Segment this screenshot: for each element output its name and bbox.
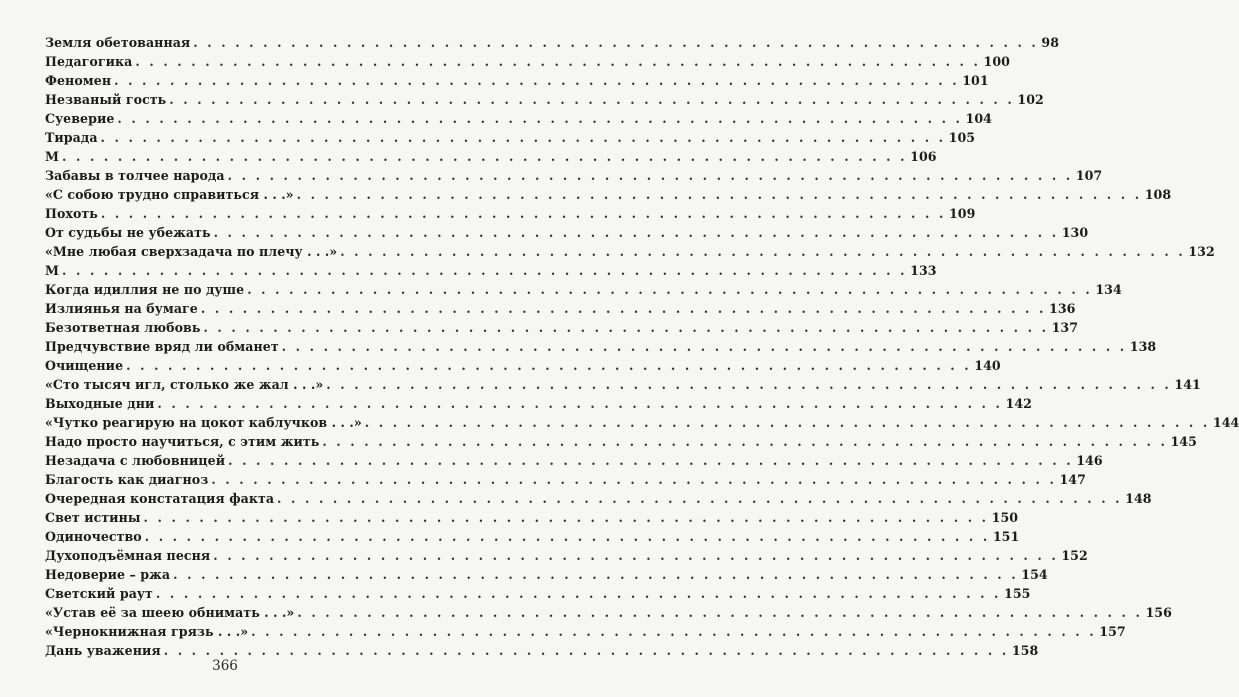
toc-entry (45, 52, 1010, 71)
toc-entry (45, 337, 1157, 356)
toc-entry-title: «Мне любая сверхзадача по плечу . . .» (45, 244, 338, 259)
toc-entry-title: «Сто тысяч игл, столько же жал . . .» (45, 377, 324, 392)
toc-entry (45, 451, 1103, 470)
toc-dot-leader: . . . . . . . . . . . . . . . . . . . . . . . . . . . . . . . . . . . . . . . . . . . . . . . . . . . . . . . . . . . . . (297, 605, 1143, 620)
toc-entry (45, 128, 976, 147)
toc-dot-leader: . . . . . . . . . . . . . . . . . . . . . . . . . . . . . . . . . . . . . . . . . . . . . . . . . . . . . . . . . . . . . (114, 73, 960, 88)
toc-dot-leader: . . . . . . . . . . . . . . . . . . . . . . . . . . . . . . . . . . . . . . . . . . . . . . . . . . . . . . . . . . . . . (117, 111, 963, 126)
toc-entry (45, 242, 1215, 261)
toc-entry-title: «Чернокнижная грязь . . .» (45, 624, 249, 639)
toc-dot-leader: . . . . . . . . . . . . . . . . . . . . . . . . . . . . . . . . . . . . . . . . . . . . . . . . . . . . . . . . . . . . . (211, 472, 1057, 487)
toc-entry (45, 584, 1031, 603)
toc-entry-page: 142 (1005, 396, 1032, 411)
toc-entry (45, 470, 1086, 489)
toc-entry-page: 98 (1041, 35, 1060, 50)
toc-entry-title: М (45, 149, 59, 164)
toc-dot-leader: . . . . . . . . . . . . . . . . . . . . . . . . . . . . . . . . . . . . . . . . . . . . . . . . . . . . . . . . . . . . . (62, 263, 908, 278)
toc-entry-page: 133 (910, 263, 937, 278)
toc-entry-title: «С собою трудно справиться . . .» (45, 187, 294, 202)
toc-entry-title: Педагогика (45, 54, 133, 69)
toc-entry-title: Предчувствие вряд ли обманет (45, 339, 279, 354)
toc-entry-page: 137 (1051, 320, 1079, 335)
toc-dot-leader: . . . . . . . . . . . . . . . . . . . . . . . . . . . . . . . . . . . . . . . . . . . . . . . . . . . . . . . . . . . . . (281, 339, 1127, 354)
toc-entry (45, 394, 1032, 413)
toc-dot-leader: . . . . . . . . . . . . . . . . . . . . . . . . . . . . . . . . . . . . . . . . . . . . . . . . . . . . . . . . . . . . . (251, 624, 1097, 639)
toc-entry (45, 622, 1126, 641)
toc-entry-page: 100 (983, 54, 1010, 69)
toc-entry (45, 33, 1060, 52)
toc-entry-page: 150 (991, 510, 1019, 525)
toc-entry (45, 375, 1201, 394)
toc-dot-leader: . . . . . . . . . . . . . . . . . . . . . . . . . . . . . . . . . . . . . . . . . . . . . . . . . . . . . . . . . . . . . (126, 358, 972, 373)
toc-dot-leader: . . . . . . . . . . . . . . . . . . . . . . . . . . . . . . . . . . . . . . . . . . . . . . . . . . . . . . . . . . . . . (213, 225, 1059, 240)
toc-entry-page: 101 (962, 73, 989, 88)
toc-entry-title: Безответная любовь (45, 320, 201, 335)
toc-dot-leader: . . . . . . . . . . . . . . . . . . . . . . . . . . . . . . . . . . . . . . . . . . . . . . . . . . . . . . . . . . . . . (143, 510, 989, 525)
toc-entry (45, 508, 1019, 527)
toc-entry-page: 148 (1125, 491, 1152, 506)
toc-entry-title: Земля обетованная (45, 35, 191, 50)
toc-entry-title: Духоподъёмная песня (45, 548, 211, 563)
toc-entry-title: Суеверие (45, 111, 115, 126)
toc-entry (45, 204, 976, 223)
toc-entry (45, 299, 1076, 318)
toc-dot-leader: . . . . . . . . . . . . . . . . . . . . . . . . . . . . . . . . . . . . . . . . . . . . . . . . . . . . . . . . . . . . . (364, 415, 1210, 430)
toc-dot-leader: . . . . . . . . . . . . . . . . . . . . . . . . . . . . . . . . . . . . . . . . . . . . . . . . . . . . . . . . . . . . . (340, 244, 1186, 259)
toc-entry-page: 156 (1145, 605, 1172, 620)
toc-entry-page: 109 (948, 206, 976, 221)
toc-entry-title: Похоть (45, 206, 98, 221)
toc-entry-title: «Чутко реагирую на цокот каблучков . . .» (45, 415, 362, 430)
toc-entry-title: Очередная констатация факта (45, 491, 275, 506)
toc-entry (45, 71, 989, 90)
toc-dot-leader: . . . . . . . . . . . . . . . . . . . . . . . . . . . . . . . . . . . . . . . . . . . . . . . . . . . . . . . . . . . . . (169, 92, 1015, 107)
toc-entry (45, 527, 1020, 546)
toc-entry (45, 565, 1048, 584)
toc-entry-page: 136 (1049, 301, 1076, 316)
toc-entry-page: 147 (1059, 472, 1086, 487)
toc-dot-leader: . . . . . . . . . . . . . . . . . . . . . . . . . . . . . . . . . . . . . . . . . . . . . . . . . . . . . . . . . . . . . (227, 168, 1073, 183)
toc-entry-page: 134 (1095, 282, 1122, 297)
toc-entry-title: Когда идиллия не по душе (45, 282, 245, 297)
toc-entry-page: 107 (1075, 168, 1103, 183)
toc-entry-title: Незадача с любовницей (45, 453, 226, 468)
toc-entry-title: Свет истины (45, 510, 141, 525)
toc-entry-title: От судьбы не убежать (45, 225, 211, 240)
toc-entry-page: 102 (1017, 92, 1044, 107)
toc-entry (45, 166, 1103, 185)
toc-entry-title: М (45, 263, 59, 278)
toc-entry-page: 140 (974, 358, 1001, 373)
toc-entry (45, 147, 937, 166)
toc-dot-leader: . . . . . . . . . . . . . . . . . . . . . . . . . . . . . . . . . . . . . . . . . . . . . . . . . . . . . . . . . . . . . (200, 301, 1046, 316)
toc-entry (45, 489, 1152, 508)
toc-dot-leader: . . . . . . . . . . . . . . . . . . . . . . . . . . . . . . . . . . . . . . . . . . . . . . . . . . . . . . . . . . . . . (62, 149, 908, 164)
toc-entry-page: 106 (910, 149, 937, 164)
page-number: 366 (212, 658, 238, 674)
toc-entry-page: 158 (1011, 643, 1039, 658)
toc-entry (45, 318, 1079, 337)
toc-entry-page: 146 (1076, 453, 1103, 468)
toc-entry (45, 261, 937, 280)
toc-entry-title: Феномен (45, 73, 112, 88)
toc-entry-title: Тирада (45, 130, 98, 145)
toc-entry-page: 138 (1129, 339, 1157, 354)
toc-dot-leader: . . . . . . . . . . . . . . . . . . . . . . . . . . . . . . . . . . . . . . . . . . . . . . . . . . . . . . . . . . . . . (173, 567, 1019, 582)
toc-entry-title: Очищение (45, 358, 124, 373)
toc-dot-leader: . . . . . . . . . . . . . . . . . . . . . . . . . . . . . . . . . . . . . . . . . . . . . . . . . . . . . . . . . . . . . (163, 643, 1009, 658)
toc-dot-leader: . . . . . . . . . . . . . . . . . . . . . . . . . . . . . . . . . . . . . . . . . . . . . . . . . . . . . . . . . . . . . (247, 282, 1093, 297)
toc-entry (45, 223, 1089, 242)
toc-entry-page: 145 (1170, 434, 1197, 449)
toc-entry (45, 185, 1172, 204)
toc-dot-leader: . . . . . . . . . . . . . . . . . . . . . . . . . . . . . . . . . . . . . . . . . . . . . . . . . . . . . . . . . . . . . (100, 130, 946, 145)
toc-entry-page: 157 (1099, 624, 1126, 639)
toc-entry-title: Дань уважения (45, 643, 161, 658)
toc-entry-page: 132 (1188, 244, 1215, 259)
toc-entry (45, 546, 1088, 565)
toc-dot-leader: . . . . . . . . . . . . . . . . . . . . . . . . . . . . . . . . . . . . . . . . . . . . . . . . . . . . . . . . . . . . . (135, 54, 981, 69)
toc-dot-leader: . . . . . . . . . . . . . . . . . . . . . . . . . . . . . . . . . . . . . . . . . . . . . . . . . . . . . . . . . . . . . (144, 529, 990, 544)
toc-dot-leader: . . . . . . . . . . . . . . . . . . . . . . . . . . . . . . . . . . . . . . . . . . . . . . . . . . . . . . . . . . . . . (322, 434, 1168, 449)
toc-dot-leader: . . . . . . . . . . . . . . . . . . . . . . . . . . . . . . . . . . . . . . . . . . . . . . . . . . . . . . . . . . . . . (213, 548, 1059, 563)
toc-entry (45, 280, 1122, 299)
toc-entry-title: Благость как диагноз (45, 472, 209, 487)
toc-entry-page: 141 (1174, 377, 1201, 392)
toc-entry-title: Надо просто научиться, с этим жить (45, 434, 320, 449)
toc-entry-page: 154 (1021, 567, 1048, 582)
toc-dot-leader: . . . . . . . . . . . . . . . . . . . . . . . . . . . . . . . . . . . . . . . . . . . . . . . . . . . . . . . . . . . . . (296, 187, 1142, 202)
toc-dot-leader: . . . . . . . . . . . . . . . . . . . . . . . . . . . . . . . . . . . . . . . . . . . . . . . . . . . . . . . . . . . . . (203, 320, 1049, 335)
toc-dot-leader: . . . . . . . . . . . . . . . . . . . . . . . . . . . . . . . . . . . . . . . . . . . . . . . . . . . . . . . . . . . . . (228, 453, 1074, 468)
toc-entry (45, 356, 1001, 375)
toc-dot-leader: . . . . . . . . . . . . . . . . . . . . . . . . . . . . . . . . . . . . . . . . . . . . . . . . . . . . . . . . . . . . . (277, 491, 1123, 506)
toc-entry (45, 603, 1172, 622)
toc-entry-title: Выходные дни (45, 396, 155, 411)
toc-dot-leader: . . . . . . . . . . . . . . . . . . . . . . . . . . . . . . . . . . . . . . . . . . . . . . . . . . . . . . . . . . . . . (100, 206, 946, 221)
toc-entry-page: 108 (1144, 187, 1172, 202)
table-of-contents (45, 33, 1239, 660)
toc-entry-page: 104 (965, 111, 992, 126)
toc-entry-page: 144 (1212, 415, 1239, 430)
toc-entry (45, 109, 992, 128)
toc-dot-leader: . . . . . . . . . . . . . . . . . . . . . . . . . . . . . . . . . . . . . . . . . . . . . . . . . . . . . . . . . . . . . (326, 377, 1172, 392)
toc-entry-page: 130 (1061, 225, 1089, 240)
toc-entry (45, 90, 1044, 109)
toc-entry-title: «Устав её за шеею обнимать . . .» (45, 605, 295, 620)
toc-entry-title: Недоверие – ржа (45, 567, 171, 582)
toc-dot-leader: . . . . . . . . . . . . . . . . . . . . . . . . . . . . . . . . . . . . . . . . . . . . . . . . . . . . . . . . . . . . . (193, 35, 1039, 50)
toc-entry-page: 105 (948, 130, 976, 145)
toc-dot-leader: . . . . . . . . . . . . . . . . . . . . . . . . . . . . . . . . . . . . . . . . . . . . . . . . . . . . . . . . . . . . . (157, 396, 1003, 411)
toc-entry-title: Одиночество (45, 529, 142, 544)
toc-entry-page: 151 (992, 529, 1020, 544)
toc-entry-title: Забавы в толчее народа (45, 168, 225, 183)
toc-entry-page: 155 (1004, 586, 1031, 601)
toc-dot-leader: . . . . . . . . . . . . . . . . . . . . . . . . . . . . . . . . . . . . . . . . . . . . . . . . . . . . . . . . . . . . . (155, 586, 1002, 601)
toc-entry (45, 413, 1239, 432)
toc-entry-title: Излиянья на бумаге (45, 301, 198, 316)
toc-entry-page: 152 (1061, 548, 1088, 563)
toc-entry-title: Незваный гость (45, 92, 167, 107)
toc-entry-title: Светский раут (45, 586, 153, 601)
toc-entry (45, 432, 1197, 451)
